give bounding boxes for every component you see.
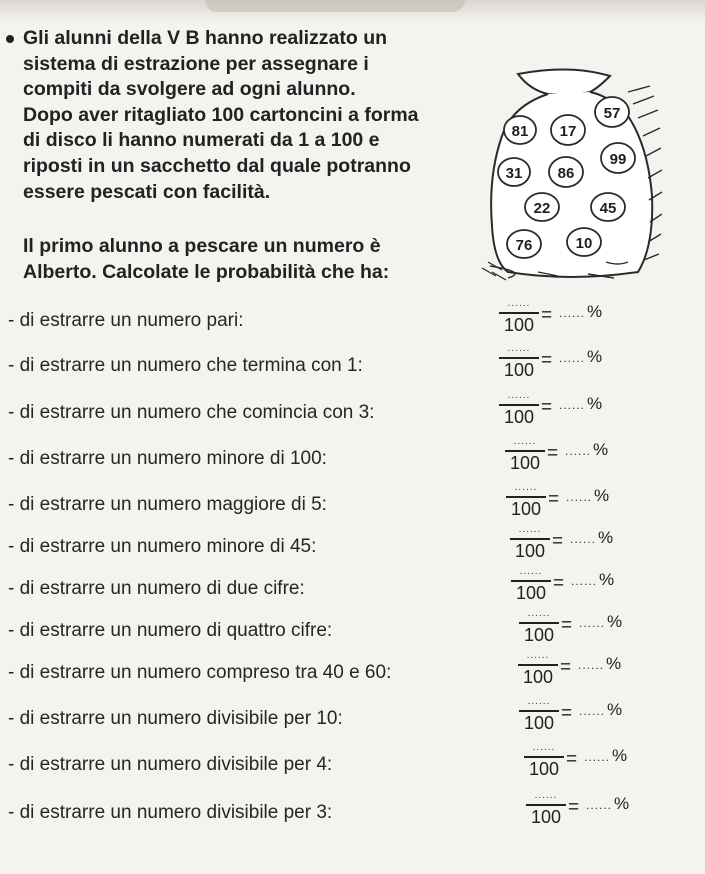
question-label: - di estrarre un numero minore di 45: xyxy=(8,536,317,557)
denominator: 100 xyxy=(514,541,546,561)
denominator: 100 xyxy=(530,807,562,827)
percent-blank[interactable]: ...... xyxy=(559,306,586,320)
fraction xyxy=(519,698,559,733)
equals-sign: = xyxy=(561,703,573,724)
fraction xyxy=(519,610,559,645)
question-row xyxy=(0,610,705,656)
denominator: 100 xyxy=(528,759,560,779)
percent-blank[interactable]: ...... xyxy=(559,351,586,365)
equals-sign: = xyxy=(560,657,572,678)
denominator: 100 xyxy=(515,583,547,603)
fraction xyxy=(526,792,566,827)
percent-blank[interactable]: ...... xyxy=(565,444,592,458)
fraction xyxy=(499,392,539,427)
percent-sign: % xyxy=(593,440,609,459)
question-label: - di estrarre un numero di due cifre: xyxy=(8,578,305,599)
numerator-blank[interactable]: ...... xyxy=(518,524,542,535)
intro-line: Alberto. Calcolate le probabilità che ha: xyxy=(23,260,390,283)
question-row xyxy=(0,345,705,391)
question-label: - di estrarre un numero che termina con 1: xyxy=(8,355,363,376)
numerator-blank[interactable]: ...... xyxy=(507,343,531,354)
fraction-bar xyxy=(526,804,566,806)
numerator-blank[interactable]: ...... xyxy=(534,790,558,801)
disc-label-10: 10 xyxy=(575,235,593,252)
question-label: - di estrarre un numero di quattro cifre: xyxy=(8,620,333,641)
percent-sign: % xyxy=(607,700,623,719)
fraction-bar xyxy=(505,450,545,452)
numerator-blank[interactable]: ...... xyxy=(532,742,556,753)
fraction-bar xyxy=(519,710,559,712)
denominator: 100 xyxy=(503,315,535,335)
equals-sign: = xyxy=(547,443,559,464)
percent-sign: % xyxy=(587,302,603,321)
percent-sign: % xyxy=(607,612,623,631)
equals-sign: = xyxy=(553,573,565,594)
fraction xyxy=(524,744,564,779)
fraction-bar xyxy=(519,622,559,624)
question-row xyxy=(0,300,705,346)
question-label: - di estrarre un numero divisibile per 3: xyxy=(8,802,333,823)
percent-sign: % xyxy=(612,746,628,765)
denominator: 100 xyxy=(503,360,535,380)
percent-blank[interactable]: ...... xyxy=(566,490,593,504)
equals-sign: = xyxy=(548,489,560,510)
fraction xyxy=(505,438,545,473)
equals-sign: = xyxy=(541,305,553,326)
fraction-bar xyxy=(524,756,564,758)
question-row xyxy=(0,744,705,790)
percent-sign: % xyxy=(606,654,622,673)
question-label: - di estrarre un numero minore di 100: xyxy=(8,448,327,469)
question-row xyxy=(0,526,705,572)
denominator: 100 xyxy=(523,713,555,733)
fraction-bar xyxy=(499,312,539,314)
percent-sign: % xyxy=(598,528,614,547)
fraction xyxy=(511,568,551,603)
percent-blank[interactable]: ...... xyxy=(586,798,613,812)
denominator: 100 xyxy=(523,625,555,645)
question-row xyxy=(0,568,705,614)
fraction xyxy=(518,652,558,687)
question-label: - di estrarre un numero divisibile per 4: xyxy=(8,754,333,775)
disc-label-31: 31 xyxy=(505,165,523,182)
percent-sign: % xyxy=(587,347,603,366)
numerator-blank[interactable]: ...... xyxy=(513,436,537,447)
question-label: - di estrarre un numero che comincia con 3: xyxy=(8,402,375,423)
denominator: 100 xyxy=(509,453,541,473)
denominator: 100 xyxy=(510,499,542,519)
intro-line: di disco li hanno numerati da 1 a 100 e xyxy=(23,129,380,152)
equals-sign: = xyxy=(566,749,578,770)
percent-blank[interactable]: ...... xyxy=(584,750,611,764)
percent-sign: % xyxy=(599,570,615,589)
denominator: 100 xyxy=(522,667,554,687)
question-label: - di estrarre un numero divisibile per 10: xyxy=(8,708,343,729)
disc-label-76: 76 xyxy=(515,237,533,254)
question-row xyxy=(0,792,705,838)
fraction xyxy=(499,345,539,380)
question-row xyxy=(0,652,705,698)
fraction-bar xyxy=(518,664,558,666)
numerator-blank[interactable]: ...... xyxy=(526,650,550,661)
fraction-bar xyxy=(499,357,539,359)
fraction-bar xyxy=(510,538,550,540)
numerator-blank[interactable]: ...... xyxy=(507,390,531,401)
numerator-blank[interactable]: ...... xyxy=(527,696,551,707)
disc-label-81: 81 xyxy=(511,123,529,140)
percent-blank[interactable]: ...... xyxy=(579,704,606,718)
equals-sign: = xyxy=(561,615,573,636)
percent-blank[interactable]: ...... xyxy=(578,658,605,672)
intro-line: sistema di estrazione per assegnare i xyxy=(23,52,369,75)
percent-sign: % xyxy=(614,794,630,813)
intro-line: Il primo alunno a pescare un numero è xyxy=(23,235,381,257)
equals-sign: = xyxy=(552,531,564,552)
numerator-blank[interactable]: ...... xyxy=(507,298,531,309)
question-row xyxy=(0,484,705,530)
fraction-bar xyxy=(511,580,551,582)
numerator-blank[interactable]: ...... xyxy=(514,482,538,493)
question-row xyxy=(0,392,705,438)
question-label: - di estrarre un numero compreso tra 40 e 60: xyxy=(8,662,392,683)
fraction xyxy=(499,300,539,335)
disc-label-57: 57 xyxy=(603,105,621,122)
numerator-blank[interactable]: ...... xyxy=(527,608,551,619)
percent-blank[interactable]: ...... xyxy=(579,616,606,630)
fraction-bar xyxy=(499,404,539,406)
question-label: - di estrarre un numero pari: xyxy=(8,310,244,331)
percent-sign: % xyxy=(587,394,603,413)
disc-label-17: 17 xyxy=(559,123,577,140)
intro-line: Gli alunni della V B hanno realizzato un xyxy=(23,27,388,49)
fraction-bar xyxy=(506,496,546,498)
fraction xyxy=(506,484,546,519)
intro-line: Dopo aver ritagliato 100 cartoncini a forma xyxy=(23,103,419,126)
percent-sign: % xyxy=(594,486,610,505)
denominator: 100 xyxy=(503,407,535,427)
equals-sign: = xyxy=(541,350,553,371)
question-row xyxy=(0,698,705,744)
intro-line: compiti da svolgere ad ogni alunno. xyxy=(23,78,356,101)
percent-blank[interactable]: ...... xyxy=(571,574,598,588)
question-label: - di estrarre un numero maggiore di 5: xyxy=(8,494,327,515)
equals-sign: = xyxy=(568,797,580,818)
question-row xyxy=(0,438,705,484)
disc-label-86: 86 xyxy=(557,165,575,182)
fraction xyxy=(510,526,550,561)
numerator-blank[interactable]: ...... xyxy=(519,566,543,577)
disc-label-22: 22 xyxy=(533,200,551,217)
disc-label-45: 45 xyxy=(599,200,617,217)
disc-label-99: 99 xyxy=(609,151,627,168)
percent-blank[interactable]: ...... xyxy=(559,398,586,412)
intro-line: riposti in un sacchetto dal quale potranno xyxy=(23,154,411,177)
percent-blank[interactable]: ...... xyxy=(570,532,597,546)
equals-sign: = xyxy=(541,397,553,418)
intro-line: essere pescati con facilità. xyxy=(23,180,271,203)
